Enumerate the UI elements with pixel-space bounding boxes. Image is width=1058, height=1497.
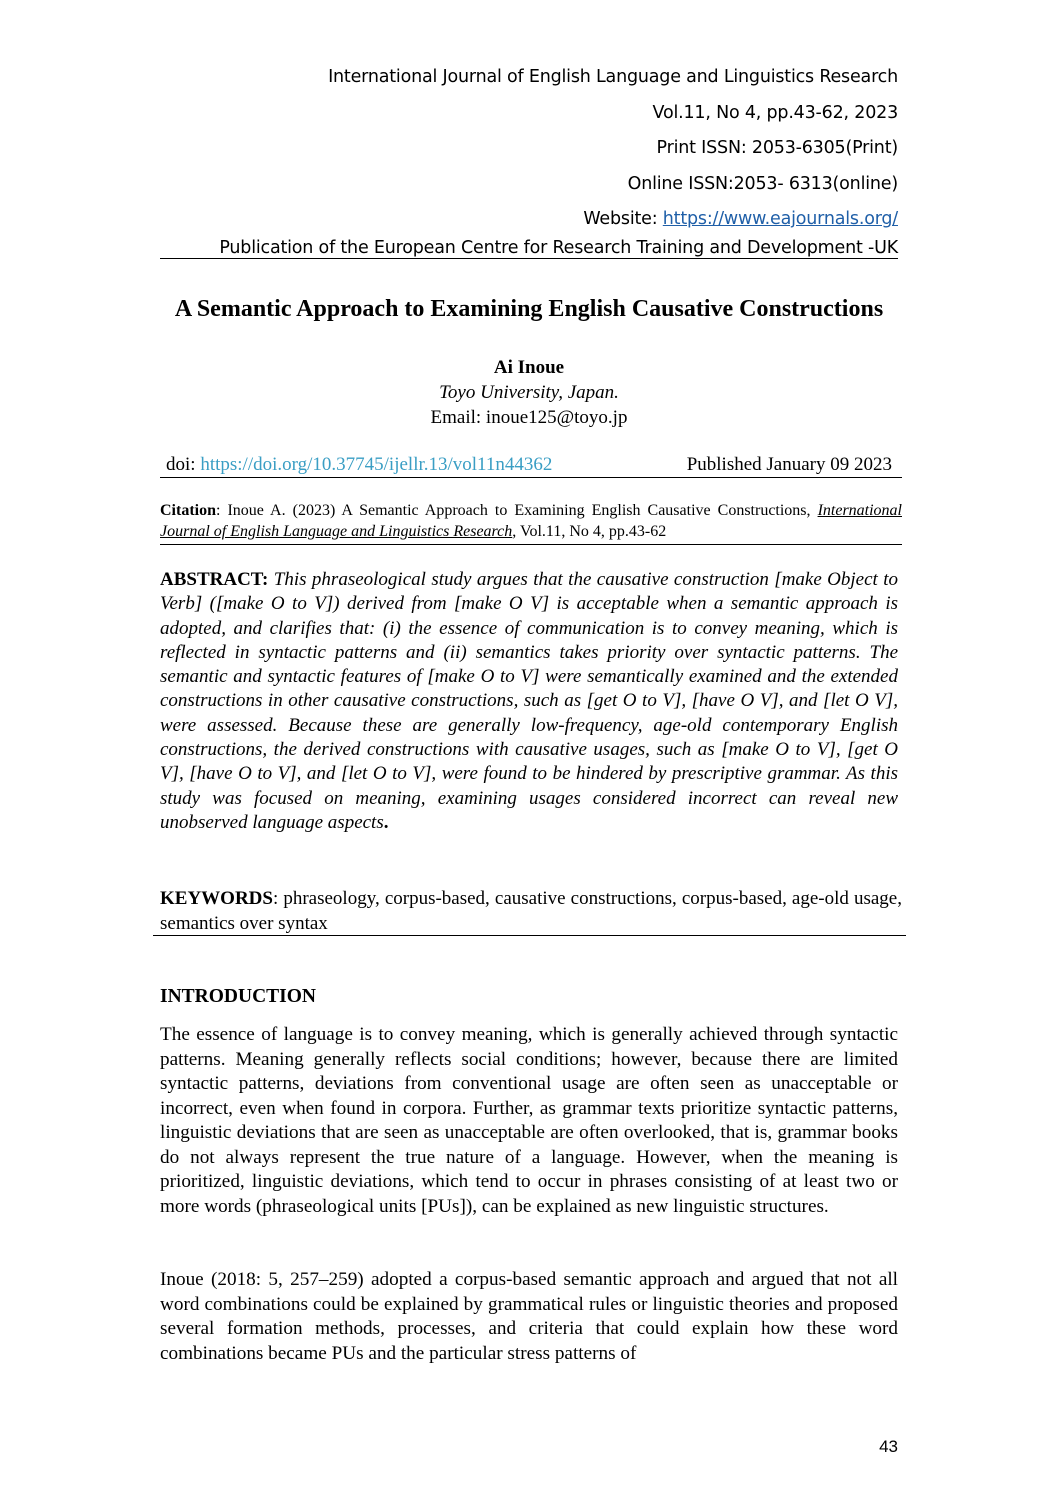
abstract-body: This phraseological study argues that the causative construction [make Object to Verb] ([make O to V]) derived from [make O V] is acceptable when a semantic approach is adopted, and clarifies that: (i) the essence of communication is to convey meaning, which is reflected in syntactic patterns and (ii) semantics takes priority over syntactic patterns. The semantic and syntactic features of [make O to V] were semantically examined and the extended constructions in other causative constructions, such as [get O to V], [have O V], and [let O V], were assessed. Because these are generally low-frequency, age-old contemporary English constructions, the derived constructions with causative usages, such as [make O to V], [get O V], [have O to V], and [let O to V], were found to be hindered by prescriptive grammar. As this study was focused on meaning, examining usages considered incorrect can reveal new unobserved language aspects	[160, 569, 899, 833]
citation-text: : Inoue A. (2023) A Semantic Approach to Examining English Causative Constructions,	[216, 502, 818, 519]
citation-block	[160, 500, 902, 545]
doi-block	[166, 453, 552, 477]
header-divider	[160, 258, 898, 259]
citation-volume: , Vol.11, No 4, pp.43-62	[512, 523, 667, 540]
author-email: Email: inoue125@toyo.jp	[430, 407, 628, 428]
journal-name: International Journal of English Language and Linguistics Research	[328, 67, 898, 87]
keywords-block	[160, 887, 902, 936]
print-issn: Print ISSN: 2053-6305(Print)	[656, 138, 898, 158]
page-number: 43	[879, 1437, 898, 1456]
abstract-label: ABSTRACT:	[160, 569, 269, 590]
author-affiliation: Toyo University, Japan.	[439, 382, 619, 403]
online-issn: Online ISSN:2053- 6313(online)	[627, 173, 898, 194]
article-title: A Semantic Approach to Examining English Causative Constructions	[174, 296, 884, 322]
published-date: Published January 09 2023	[686, 454, 892, 475]
citation-journal: International Journal of English Language and Linguistics Research	[160, 502, 902, 540]
journal-header	[328, 60, 898, 238]
doi-line	[160, 453, 902, 478]
introduction-heading: INTRODUCTION	[160, 986, 317, 1007]
keywords-label: KEYWORDS	[160, 888, 273, 909]
abstract-block	[160, 568, 898, 835]
abstract-end: .	[383, 811, 389, 833]
introduction-paragraph-2: Inoue (2018: 5, 257–259) adopted a corpus-based semantic approach and argued that not all word combinations could be explained by grammatical rules or linguistic theories and proposed several formation methods, processes, and criteria that could explain how these word combinations became PUs and the particular stress patterns of	[160, 1269, 898, 1364]
doi-label: doi:	[166, 454, 201, 475]
website-line	[328, 202, 898, 238]
volume-info: Vol.11, No 4, pp.43-62, 2023	[652, 102, 898, 123]
doi-link[interactable]: https://doi.org/10.37745/ijellr.13/vol11n44362	[200, 454, 553, 475]
website-label: Website:	[583, 209, 663, 229]
keywords-divider	[153, 935, 906, 936]
publisher-line: Publication of the European Centre for Research Training and Development -UK	[219, 238, 898, 258]
introduction-paragraph-1: The essence of language is to convey meaning, which is generally achieved through syntactic patterns. Meaning generally reflects social conditions; however, because there are limited syntactic patterns, deviations from conventional usage are often seen as unacceptable or incorrect, even when found in corpora. Further, as grammar texts prioritize syntactic patterns, linguistic deviations that are seen as unacceptable are often overlooked, that is, grammar books do not always represent the true nature of a language. However, when the meaning is prioritized, linguistic deviations, which tend to occur in phrases consisting of at least two or more words (phraseological units [PUs]), can be explained as new linguistic structures.	[160, 1024, 898, 1217]
website-link[interactable]: https://www.eajournals.org/	[662, 209, 898, 229]
citation-label: Citation	[160, 502, 216, 519]
author-block	[160, 355, 898, 430]
keywords-text: : phraseology, corpus-based, causative constructions, corpus-based, age-old usage, semantics over syntax	[160, 888, 902, 934]
author-name: Ai Inoue	[493, 357, 565, 378]
